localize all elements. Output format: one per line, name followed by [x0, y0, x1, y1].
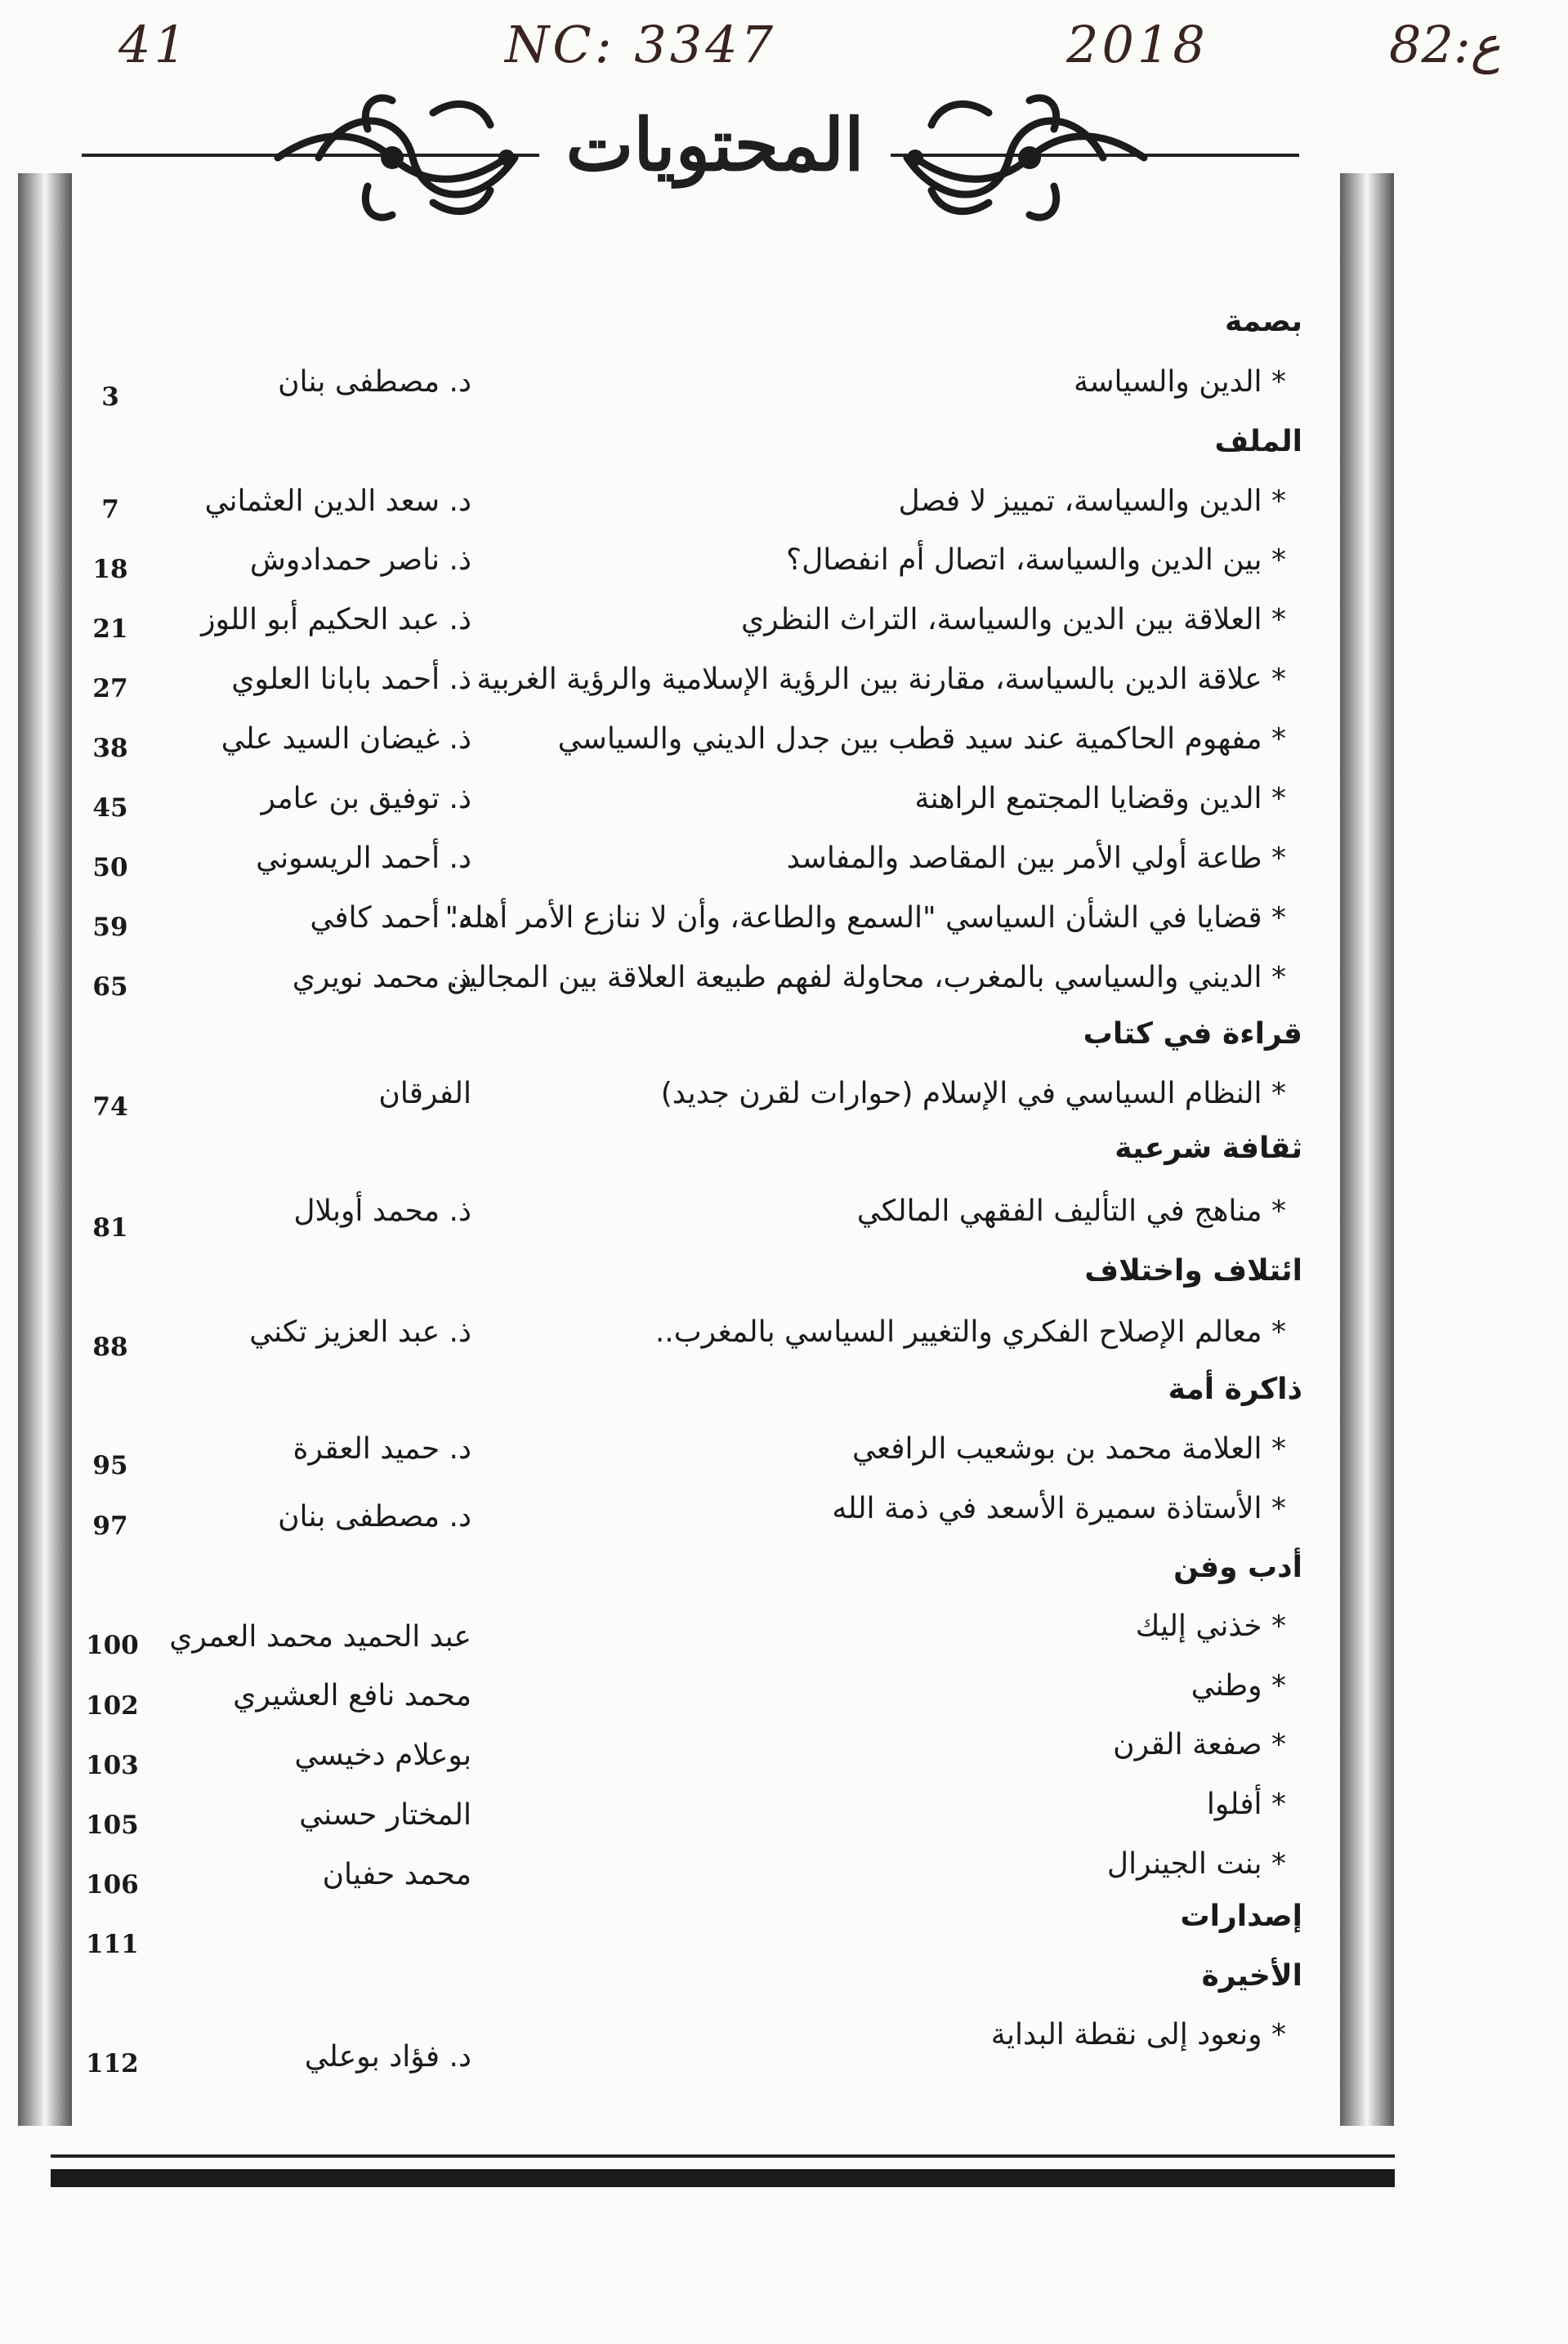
toc-entry-page: 7: [101, 495, 119, 525]
section-heading: أدب وفن: [1173, 1551, 1302, 1584]
toc-entry-title: * ونعود إلى نقطة البداية: [990, 2018, 1286, 2052]
toc-entry-title: * بنت الجينرال: [1106, 1847, 1286, 1881]
toc-entry-title: * الدين والسياسة، تمييز لا فصل: [898, 484, 1286, 518]
toc-entry-page: 95: [92, 1451, 128, 1480]
bottom-bar: [51, 2169, 1395, 2187]
toc-entry-author: محمد نافع العشيري: [233, 1679, 471, 1712]
toc-entry-author: عبد الحميد محمد العمري: [169, 1620, 471, 1654]
toc-entry-title: * الدين والسياسة: [1074, 365, 1286, 399]
toc-entry-page: 88: [92, 1333, 128, 1362]
section-heading: ثقافة شرعية: [1115, 1132, 1302, 1165]
toc-entry-author: الفرقان: [378, 1077, 471, 1110]
toc-entry-page: 3: [101, 382, 119, 412]
toc-entry-title: * الدين وقضايا المجتمع الراهنة: [914, 782, 1286, 815]
toc-entry-page: 105: [86, 1810, 139, 1840]
handwritten-note-1: 41: [118, 15, 190, 74]
toc-entry-page: 103: [86, 1751, 139, 1780]
handwritten-note-3: 2018: [1066, 15, 1208, 74]
handwritten-note-4: 82:ع: [1389, 15, 1501, 74]
toc-entry-author: ذ. عبد الحكيم أبو اللوز: [201, 603, 471, 636]
toc-entry-page: 45: [92, 793, 128, 823]
right-ornament-icon: [882, 80, 1152, 235]
toc-entry-author: د. سعد الدين العثماني: [204, 484, 471, 518]
toc-entry-author: د. أحمد الريسوني: [256, 842, 471, 875]
section-heading: الملف: [1214, 425, 1302, 458]
toc-entry-title: * العلامة محمد بن بوشعيب الرافعي: [851, 1432, 1286, 1466]
toc-entry-title: * مفهوم الحاكمية عند سيد قطب بين جدل الديني والسياسي: [557, 722, 1286, 756]
page-title: المحتويات: [565, 102, 864, 187]
handwritten-note-2: NC: 3347: [505, 15, 777, 74]
section-heading: إصدارات: [1180, 1900, 1302, 1933]
toc-entry-title: * طاعة أولي الأمر بين المقاصد والمفاسد: [786, 842, 1286, 875]
toc-entry-page: 59: [92, 913, 128, 942]
toc-entry-title: * علاقة الدين بالسياسة، مقارنة بين الرؤية الإسلامية والرؤية الغربية: [476, 663, 1286, 696]
right-pillar-decoration: [1340, 173, 1394, 2126]
toc-entry-author: ذ. محمد أوبلال: [293, 1194, 471, 1228]
toc-entry-page: 38: [92, 734, 128, 763]
toc-entry-page: 106: [86, 1870, 139, 1900]
toc-entry-author: د. أحمد كافي: [310, 901, 471, 935]
toc-entry-title: * العلاقة بين الدين والسياسة، التراث النظري: [741, 603, 1286, 636]
toc-entry-author: د. مصطفى بنان: [278, 365, 471, 399]
toc-entry-page: 50: [92, 853, 128, 882]
toc-entry-title: * معالم الإصلاح الفكري والتغيير السياسي بالمغرب..: [654, 1315, 1286, 1349]
toc-entry-page: 97: [92, 1511, 128, 1541]
toc-entry-author: ذ. غيضان السيد علي: [221, 722, 471, 756]
toc-entry-author: المختار حسني: [299, 1798, 471, 1832]
left-pillar-decoration: [18, 173, 72, 2126]
toc-entry-author: ذ. محمد نويري: [292, 961, 471, 994]
section-page: 111: [86, 1930, 139, 1959]
toc-entry-author: ذ. عبد العزيز تكني: [249, 1315, 471, 1349]
toc-entry-title: * النظام السياسي في الإسلام (حوارات لقرن جديد): [660, 1077, 1286, 1110]
toc-entry-title: * خذني إليك: [1135, 1610, 1286, 1643]
toc-entry-page: 112: [86, 2049, 139, 2078]
toc-entry-page: 21: [92, 614, 128, 644]
toc-entry-author: محمد حفيان: [322, 1858, 471, 1891]
section-heading: بصمة: [1225, 305, 1302, 338]
toc-entry-title: * أفلوا: [1206, 1788, 1286, 1821]
section-heading: ذاكرة أمة: [1168, 1373, 1302, 1406]
toc-entry-title: * بين الدين والسياسة، اتصال أم انفصال؟: [786, 543, 1286, 577]
toc-entry-author: ذ. ناصر حمدادوش: [249, 543, 471, 577]
toc-entry-title: * الديني والسياسي بالمغرب، محاولة لفهم طبيعة العلاقة بين المجالين: [446, 961, 1286, 994]
toc-entry-page: 81: [92, 1213, 128, 1243]
toc-entry-page: 102: [86, 1691, 139, 1721]
toc-entry-page: 65: [92, 972, 128, 1002]
toc-entry-author: د. فؤاد بوعلي: [304, 2040, 471, 2074]
toc-entry-author: ذ. أحمد بابانا العلوي: [231, 663, 471, 696]
toc-entry-author: د. حميد العقرة: [293, 1432, 471, 1466]
toc-entry-title: * قضايا في الشأن السياسي "السمع والطاعة، وأن لا ننازع الأمر أهله": [444, 901, 1286, 935]
toc-entry-author: بوعلام دخيسي: [294, 1739, 471, 1772]
toc-entry-title: * صفعة القرن: [1113, 1728, 1286, 1761]
section-heading: ائتلاف واختلاف: [1084, 1254, 1302, 1288]
toc-entry-author: د. مصطفى بنان: [278, 1500, 471, 1534]
section-heading: قراءة في كتاب: [1083, 1017, 1302, 1051]
toc-entry-title: * مناهج في التأليف الفقهي المالكي: [856, 1194, 1286, 1228]
bottom-rule: [51, 2154, 1395, 2158]
toc-entry-page: 74: [92, 1092, 128, 1122]
toc-entry-author: ذ. توفيق بن عامر: [261, 782, 471, 815]
section-heading: الأخيرة: [1201, 1959, 1302, 1993]
toc-entry-page: 18: [92, 555, 128, 584]
toc-entry-title: * الأستاذة سميرة الأسعد في ذمة الله: [832, 1492, 1286, 1525]
left-ornament-icon: [270, 80, 539, 235]
toc-entry-title: * وطني: [1191, 1669, 1286, 1703]
toc-entry-page: 100: [86, 1631, 139, 1660]
toc-entry-page: 27: [92, 674, 128, 703]
